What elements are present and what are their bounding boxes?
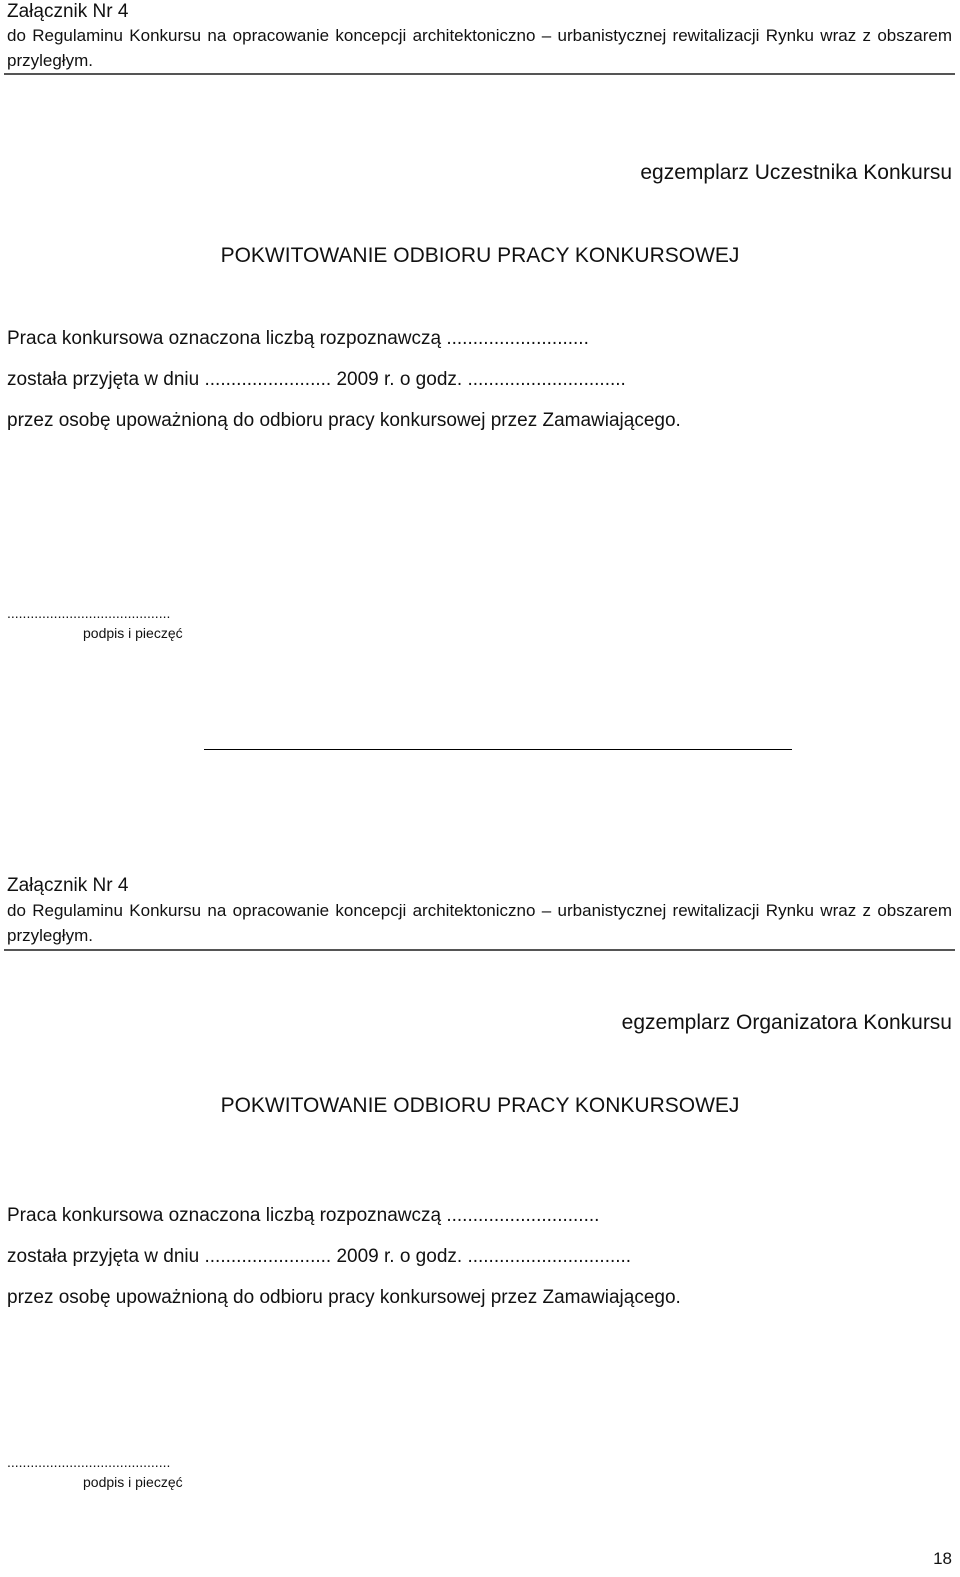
authorized-person-line: przez osobę upoważnioną do odbioru pracy konkursowej przez Zamawiającego. — [7, 1287, 681, 1308]
copy-label: egzemplarz Organizatora Konkursu — [621, 1011, 952, 1034]
acceptance-date-line: została przyjęta w dniu ........................ 2009 r. o godz. ............................... — [7, 1246, 632, 1267]
attachment-title: Załącznik Nr 4 — [7, 875, 129, 896]
attachment-subtitle: do Regulaminu Konkursu na opracowanie koncepcji architektoniczno – urbanistycznej rewitalizacji Rynku wraz z obszarem przyległym. — [7, 26, 952, 70]
authorized-person-line: przez osobę upoważnioną do odbioru pracy konkursowej przez Zamawiającego. — [7, 410, 681, 431]
cut-line — [204, 749, 792, 750]
page-number: 18 — [933, 1549, 952, 1568]
signature-caption: podpis i pieczęć — [83, 1474, 183, 1490]
acceptance-date-line: została przyjęta w dniu ........................ 2009 r. o godz. .............................. — [7, 369, 626, 390]
document-heading: POKWITOWANIE ODBIORU PRACY KONKURSOWEJ — [220, 1094, 740, 1117]
signature-dots: .......................................... — [7, 1454, 171, 1470]
attachment-subtitle: do Regulaminu Konkursu na opracowanie koncepcji architektoniczno – urbanistycznej rewitalizacji Rynku wraz z obszarem przyległym. — [7, 901, 952, 945]
identification-number-line: Praca konkursowa oznaczona liczbą rozpoznawczą ............................. — [7, 1205, 600, 1226]
identification-number-line: Praca konkursowa oznaczona liczbą rozpoznawczą ........................... — [7, 328, 589, 349]
attachment-title: Załącznik Nr 4 — [7, 1, 129, 22]
header-rule — [4, 949, 955, 951]
signature-dots: .......................................... — [7, 605, 171, 621]
signature-caption: podpis i pieczęć — [83, 625, 183, 641]
copy-label: egzemplarz Uczestnika Konkursu — [640, 161, 952, 184]
header-rule — [4, 73, 955, 75]
document-heading: POKWITOWANIE ODBIORU PRACY KONKURSOWEJ — [220, 244, 740, 267]
